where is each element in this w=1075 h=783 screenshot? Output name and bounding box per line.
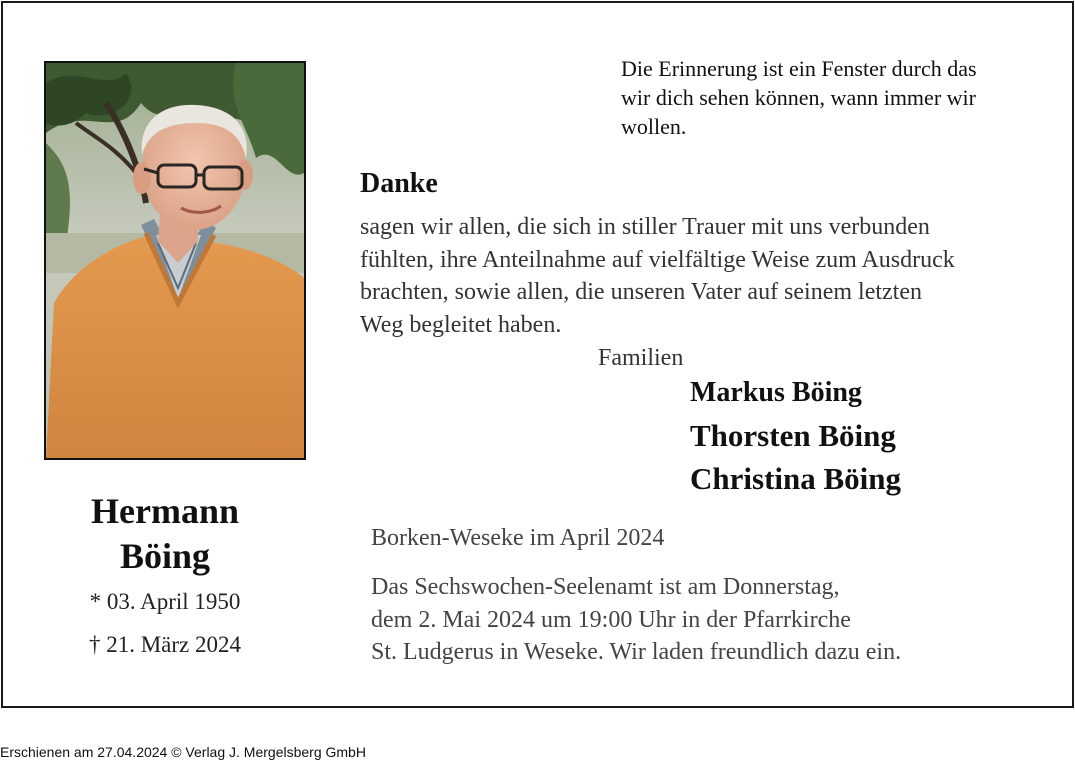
- families-label: Familien: [598, 345, 684, 371]
- family-member-name: Thorsten Böing: [690, 418, 896, 453]
- quote-line: wollen.: [621, 114, 687, 139]
- place-and-date: Borken-Weseke im April 2024: [371, 525, 665, 551]
- death-date: † 21. März 2024: [88, 632, 242, 657]
- memorial-quote: [621, 54, 1061, 141]
- deceased-last-name: Böing: [119, 536, 211, 576]
- thanks-line: fühlten, ihre Anteilnahme auf vielfältige Weise zum Ausdruck: [360, 246, 955, 273]
- quote-line: wir dich sehen können, wann immer wir: [621, 85, 976, 110]
- mass-notice: [371, 571, 1061, 669]
- family-member-name: Christina Böing: [690, 461, 902, 496]
- notice-line: dem 2. Mai 2024 um 19:00 Uhr in der Pfarrkirche: [371, 606, 851, 633]
- thanks-line: brachten, sowie allen, die unseren Vater auf seinem letzten: [360, 279, 922, 305]
- family-member-name: Markus Böing: [690, 377, 862, 408]
- portrait-photo: [44, 61, 306, 460]
- thanks-text: [360, 211, 1065, 341]
- thanks-line: sagen wir allen, die sich in stiller Trauer mit uns verbunden: [360, 214, 930, 240]
- deceased-first-name: Hermann: [91, 491, 239, 531]
- notice-line: St. Ludgerus in Weseke. Wir laden freundlich dazu ein.: [371, 639, 902, 665]
- publication-footer: Erschienen am 27.04.2024 © Verlag J. Mergelsberg GmbH: [0, 744, 366, 760]
- thanks-heading: Danke: [360, 168, 438, 199]
- thanks-line: Weg begleitet haben.: [360, 311, 562, 338]
- birth-date: * 03. April 1950: [89, 589, 241, 614]
- notice-line: Das Sechswochen-Seelenamt ist am Donnerstag,: [371, 574, 840, 600]
- quote-line: Die Erinnerung ist ein Fenster durch das: [621, 56, 977, 81]
